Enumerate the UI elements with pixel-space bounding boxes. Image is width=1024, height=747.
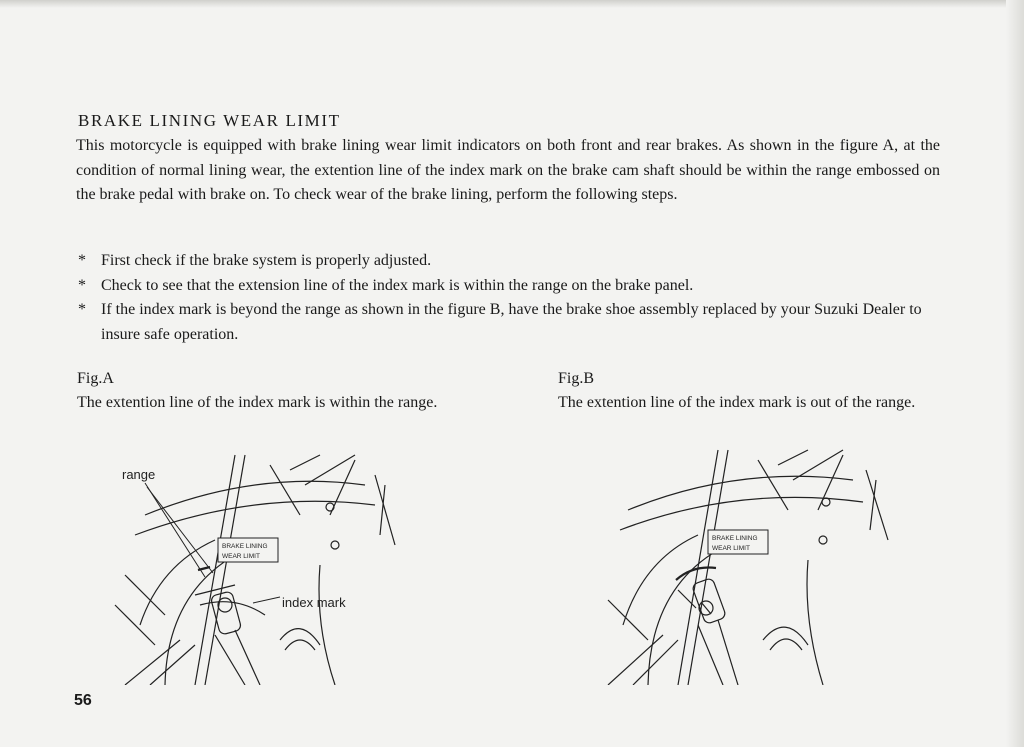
- list-item: [76, 298, 940, 347]
- figure-b-diagram: [598, 440, 918, 685]
- figure-b-label: Fig.B: [558, 370, 595, 387]
- bullet-star: *: [78, 276, 86, 294]
- page-right-edge: [1006, 0, 1024, 747]
- figure-b-plate-line2: WEAR LIMIT: [712, 545, 750, 552]
- page-number: 56: [74, 692, 92, 709]
- figure-b-caption-block: [558, 367, 958, 415]
- figure-a-plate-line2: WEAR LIMIT: [222, 553, 260, 560]
- steps-list: [76, 249, 940, 347]
- figure-a-plate-line1: BRAKE LINING: [222, 543, 268, 550]
- section-title: BRAKE LINING WEAR LIMIT: [78, 111, 341, 131]
- figure-b-plate-line1: BRAKE LINING: [712, 535, 758, 542]
- page-top-edge: [0, 0, 1024, 8]
- figure-a-range-callout: range: [122, 467, 156, 482]
- step-text: First check if the brake system is properly adjusted.: [101, 252, 432, 269]
- figure-a-caption-block: [77, 367, 477, 415]
- list-item: [76, 249, 940, 274]
- figure-a-index-mark-callout: index mark: [282, 595, 346, 610]
- figure-a-label: Fig.A: [77, 370, 114, 387]
- step-text: Check to see that the extension line of the index mark is within the range on the brake panel.: [101, 276, 694, 294]
- figure-b-caption: The extention line of the index mark is out of the range.: [558, 394, 916, 411]
- figure-a-diagram: [105, 445, 435, 685]
- step-text: If the index mark is beyond the range as shown in the figure B, have the brake shoe assembly replaced by your Suzuki Dealer to insure safe operation.: [101, 301, 922, 343]
- intro-paragraph: This motorcycle is equipped with brake lining wear limit indicators on both front and rear brakes. As shown in the figure A, at the condition of normal lining wear, the extention line of the index mark on the brake cam shaft should be within the range embossed on the brake pedal with brake on. To check wear of the brake lining, perform the following steps.: [76, 137, 940, 203]
- bullet-star: *: [78, 252, 86, 269]
- figure-a-caption: The extention line of the index mark is within the range.: [77, 394, 438, 411]
- bullet-star: *: [78, 301, 86, 318]
- list-item: [76, 274, 940, 299]
